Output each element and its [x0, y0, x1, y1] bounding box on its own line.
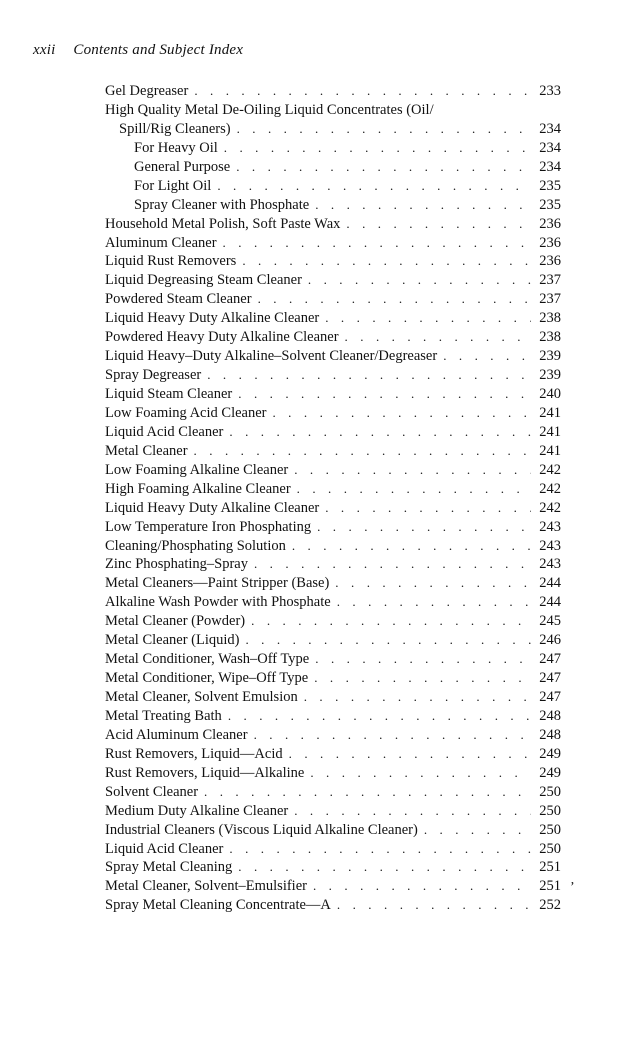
toc-entry	[105, 538, 561, 557]
dot-leader	[238, 859, 531, 875]
toc-entry-page: 233	[539, 83, 561, 99]
toc-entry-page: 247	[539, 670, 561, 687]
toc-entry-title: Rust Removers, Liquid—Acid	[105, 745, 283, 762]
toc-entry	[105, 727, 561, 746]
dot-leader	[304, 689, 531, 705]
toc-entry	[105, 178, 561, 197]
toc-entry	[105, 310, 561, 329]
toc-entry	[105, 841, 561, 860]
toc-entry-page: 250	[539, 821, 561, 838]
toc-entry-title: Spray Cleaner with Phosphate	[134, 196, 310, 213]
toc-entry-title: Metal Cleaner, Solvent Emulsion	[105, 689, 298, 705]
toc-entry	[105, 329, 561, 348]
dot-leader	[346, 216, 531, 232]
toc-entry-title: Metal Cleaner (Powder)	[105, 613, 246, 630]
toc-entry-title: Liquid Acid Cleaner	[105, 840, 224, 857]
running-title: Contents and Subject Index	[73, 42, 244, 58]
dot-leader	[315, 197, 531, 213]
dot-leader	[317, 519, 531, 535]
dot-leader	[337, 594, 531, 610]
toc-entry	[105, 253, 561, 272]
dot-leader	[315, 651, 531, 667]
toc-entry-title: Aluminum Cleaner	[105, 234, 217, 251]
toc-entry	[105, 386, 561, 405]
toc-entry	[105, 140, 561, 159]
toc-entry-page: 236	[539, 234, 561, 251]
dot-leader	[292, 538, 531, 554]
toc-entry-page: 235	[539, 196, 561, 213]
toc-entry	[105, 291, 561, 310]
toc-entry-page: 250	[539, 802, 561, 819]
toc-entry-page: 241	[539, 404, 561, 421]
dot-leader	[236, 159, 531, 175]
toc-entry-page: 242	[539, 499, 561, 516]
toc-entry-page: 241	[539, 423, 561, 440]
toc-entry-page: 239	[539, 348, 561, 365]
toc-entry-page: 234	[539, 120, 561, 137]
toc-entry-title: Metal Cleaner, Solvent–Emulsifier	[105, 878, 307, 895]
dot-leader	[254, 556, 531, 572]
toc-entry	[105, 443, 561, 462]
toc-entry-title: Metal Treating Bath	[105, 707, 222, 724]
dot-leader	[194, 83, 531, 99]
toc-entry-title: For Light Oil	[134, 177, 212, 194]
toc-entry-title: Metal Cleaners—Paint Stripper (Base)	[105, 575, 330, 592]
page-number: xxii	[33, 42, 56, 58]
toc-entry-title: Powdered Heavy Duty Alkaline Cleaner	[105, 329, 339, 346]
toc-entry-title: Solvent Cleaner	[105, 783, 199, 800]
dot-leader	[204, 784, 531, 800]
toc-entry-page: 235	[539, 177, 561, 194]
toc-entry-title: Spray Metal Cleaning Concentrate—A	[105, 897, 331, 914]
toc-entry-page: 238	[539, 310, 561, 327]
toc-entry-title: Liquid Acid Cleaner	[105, 423, 224, 440]
toc-entry-page: 252	[539, 897, 561, 914]
toc-entry	[105, 803, 561, 822]
dot-leader	[237, 121, 531, 137]
toc-entry	[105, 500, 561, 519]
toc-entry	[105, 897, 561, 916]
dot-leader	[310, 765, 531, 781]
toc-entry-title: Industrial Cleaners (Viscous Liquid Alkaline Cleaner)	[105, 821, 418, 838]
toc-entry	[105, 613, 561, 632]
toc-entry-title: Low Foaming Acid Cleaner	[105, 404, 267, 421]
toc-entry-title: Medium Duty Alkaline Cleaner	[105, 802, 289, 819]
toc-entry-page: 250	[539, 783, 561, 800]
dot-leader	[272, 405, 531, 421]
toc-entry	[105, 594, 561, 613]
dot-leader	[238, 386, 531, 402]
toc-entry	[105, 235, 561, 254]
toc-entry-page: 248	[539, 707, 561, 724]
toc-entry-page: 247	[539, 689, 561, 705]
dot-leader	[294, 462, 531, 478]
toc-entry-page: 249	[539, 764, 561, 781]
toc-entry	[105, 102, 561, 121]
table-of-contents	[105, 83, 561, 916]
toc-entry-title: Spray Degreaser	[105, 367, 202, 384]
toc-entry-page: 242	[539, 461, 561, 478]
toc-entry	[105, 272, 561, 291]
toc-entry-page: 236	[539, 253, 561, 270]
toc-entry-title: Rust Removers, Liquid—Alkaline	[105, 764, 305, 781]
dot-leader	[207, 367, 531, 383]
toc-entry-title: Gel Degreaser	[105, 83, 189, 99]
toc-entry-page: 244	[539, 575, 561, 592]
dot-leader	[335, 575, 531, 591]
toc-entry	[105, 348, 561, 367]
toc-entry-page: 237	[539, 291, 561, 308]
toc-entry	[105, 670, 561, 689]
dot-leader	[223, 235, 531, 251]
toc-entry	[105, 197, 561, 216]
toc-entry-title: Cleaning/Phosphating Solution	[105, 537, 286, 554]
dot-leader	[424, 822, 531, 838]
dot-leader	[251, 613, 531, 629]
toc-entry	[105, 651, 561, 670]
dot-leader	[313, 878, 531, 894]
toc-entry	[105, 746, 561, 765]
toc-entry-page: 243	[539, 518, 561, 535]
toc-entry-title: Metal Conditioner, Wipe–Off Type	[105, 670, 309, 687]
toc-entry	[105, 859, 561, 878]
toc-entry-title: Liquid Heavy–Duty Alkaline–Solvent Cleaner/Degreaser	[105, 348, 438, 365]
toc-entry-title: High Foaming Alkaline Cleaner	[105, 480, 291, 497]
toc-entry-title: Powdered Steam Cleaner	[105, 291, 252, 308]
toc-entry-page: 234	[539, 158, 561, 175]
toc-entry	[105, 878, 561, 897]
toc-entry-title: Liquid Heavy Duty Alkaline Cleaner	[105, 310, 320, 327]
toc-entry	[105, 83, 561, 102]
running-header	[33, 42, 243, 59]
dot-leader	[254, 727, 531, 743]
dot-leader	[289, 746, 531, 762]
toc-entry-page: 245	[539, 613, 561, 630]
dot-leader	[217, 178, 531, 194]
toc-entry	[105, 216, 561, 235]
dot-leader	[308, 272, 531, 288]
toc-entry-page: 251	[539, 859, 561, 876]
toc-entry	[105, 575, 561, 594]
toc-entry	[105, 121, 561, 140]
toc-entry-title: Acid Aluminum Cleaner	[105, 726, 248, 743]
toc-entry-page: 243	[539, 537, 561, 554]
toc-entry-page: 247	[539, 651, 561, 668]
toc-entry-title: Metal Cleaner (Liquid)	[105, 632, 240, 649]
toc-entry-title: Metal Conditioner, Wash–Off Type	[105, 651, 310, 668]
toc-entry-page: 248	[539, 726, 561, 743]
dot-leader	[242, 253, 531, 269]
toc-entry-page: 244	[539, 594, 561, 611]
dot-leader	[245, 632, 531, 648]
toc-entry-page: 236	[539, 215, 561, 232]
toc-entry	[105, 159, 561, 178]
toc-entry-title: Spill/Rig Cleaners)	[119, 120, 231, 137]
toc-entry	[105, 822, 561, 841]
dot-leader	[325, 310, 531, 326]
toc-entry-title: Liquid Degreasing Steam Cleaner	[105, 272, 302, 289]
toc-entry-page: 239	[539, 367, 561, 384]
toc-entry-page: 234	[539, 139, 561, 156]
dot-leader	[297, 481, 531, 497]
dot-leader	[443, 348, 531, 364]
toc-entry	[105, 405, 561, 424]
dot-leader	[345, 329, 531, 345]
toc-entry	[105, 765, 561, 784]
dot-leader	[337, 897, 531, 913]
toc-entry-title: General Purpose	[134, 158, 231, 175]
toc-entry	[105, 424, 561, 443]
toc-entry-title: Low Foaming Alkaline Cleaner	[105, 461, 289, 478]
dot-leader	[194, 443, 531, 459]
toc-entry-page: 238	[539, 329, 561, 346]
dot-leader	[325, 500, 531, 516]
toc-entry-title: Liquid Steam Cleaner	[105, 386, 233, 402]
toc-entry-title: For Heavy Oil	[134, 139, 218, 156]
dot-leader	[294, 803, 531, 819]
toc-entry-title: High Quality Metal De-Oiling Liquid Concentrates (Oil/	[105, 101, 434, 118]
toc-entry	[105, 367, 561, 386]
toc-entry	[105, 708, 561, 727]
margin-mark: ’	[570, 880, 575, 895]
toc-entry-page: 249	[539, 745, 561, 762]
toc-entry-page: 241	[539, 442, 561, 459]
dot-leader	[229, 424, 531, 440]
dot-leader	[224, 140, 531, 156]
toc-entry-page: 246	[539, 632, 561, 649]
toc-entry	[105, 462, 561, 481]
toc-entry-title: Spray Metal Cleaning	[105, 859, 233, 876]
toc-entry-title: Low Temperature Iron Phosphating	[105, 518, 312, 535]
toc-entry-page: 237	[539, 272, 561, 289]
toc-entry-title: Household Metal Polish, Soft Paste Wax	[105, 215, 341, 232]
toc-entry	[105, 632, 561, 651]
dot-leader	[229, 841, 531, 857]
toc-entry-title: Liquid Rust Removers	[105, 253, 237, 270]
dot-leader	[228, 708, 531, 724]
toc-entry-title: Zinc Phosphating–Spray	[105, 556, 248, 573]
toc-entry-page: 251	[539, 878, 561, 895]
toc-entry-page: 250	[539, 840, 561, 857]
toc-entry	[105, 519, 561, 538]
toc-entry	[105, 689, 561, 708]
dot-leader	[258, 291, 531, 307]
toc-entry	[105, 556, 561, 575]
toc-entry-page: 243	[539, 556, 561, 573]
toc-entry-title: Liquid Heavy Duty Alkaline Cleaner	[105, 499, 320, 516]
toc-entry-title: Metal Cleaner	[105, 442, 188, 459]
toc-entry	[105, 784, 561, 803]
dot-leader	[314, 670, 531, 686]
toc-entry-page: 242	[539, 480, 561, 497]
toc-entry-title: Alkaline Wash Powder with Phosphate	[105, 594, 331, 611]
toc-entry	[105, 481, 561, 500]
toc-entry-page: 240	[539, 386, 561, 402]
